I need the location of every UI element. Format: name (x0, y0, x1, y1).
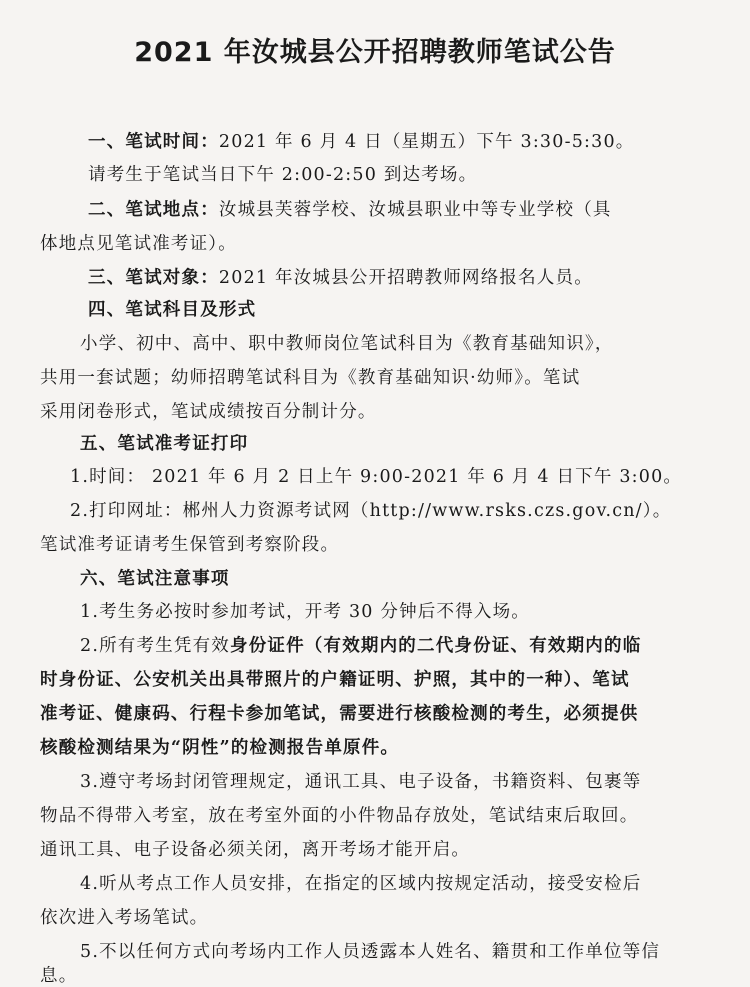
section-6-item-5: 息。 (40, 966, 78, 986)
section-2-continuation: 体地点见笔试准考证）。 (40, 234, 237, 254)
item-2-prefix: 2.所有考生凭有效 (80, 636, 230, 656)
section-5-line: 1.时间： 2021 年 6 月 2 日上午 9:00-2021 年 6 月 4 日下午 3:00。 (70, 467, 683, 487)
section-6-item-5: 5.不以任何方式向考场内工作人员透露本人姓名、籍贯和工作单位等信 (80, 942, 661, 962)
section-6-heading: 六、笔试注意事项 (80, 569, 230, 589)
section-1-label: 一、笔试时间： (88, 132, 219, 152)
section-6-item-1: 1.考生务必按时参加考试，开考 30 分钟后不得入场。 (80, 602, 530, 622)
item-2-bold: 准考证、健康码、行程卡参加笔试，需要进行核酸检测的考生，必须提供 (40, 704, 639, 724)
section-6-item-4: 依次进入考场笔试。 (40, 908, 209, 928)
section-1 (88, 128, 635, 153)
page-title: 2021 年汝城县公开招聘教师笔试公告 (134, 37, 616, 68)
section-5-line: 笔试准考证请考生保管到考察阶段。 (40, 535, 340, 555)
section-2-label: 二、笔试地点： (88, 200, 219, 220)
section-2-text: 汝城县芙蓉学校、汝城县职业中等专业学校（具 (218, 200, 612, 220)
section-3 (88, 264, 593, 289)
section-1-continuation: 请考生于笔试当日下午 2:00-2:50 到达考场。 (88, 165, 478, 185)
item-2-bold: 核酸检测结果为“阴性”的检测报告单原件。 (40, 738, 400, 758)
item-2-bold: 时身份证、公安机关出具带照片的户籍证明、护照，其中的一种）、笔试 (40, 670, 630, 690)
section-5-heading: 五、笔试准考证打印 (80, 434, 249, 454)
section-6-item-2 (80, 632, 641, 657)
section-6-item-3: 通讯工具、电子设备必须关闭，离开考场才能开启。 (40, 840, 471, 860)
section-3-label: 三、笔试对象： (88, 268, 219, 288)
item-2-bold: 身份证件（有效期内的二代身份证、有效期内的临 (230, 636, 642, 656)
section-4-line: 共用一套试题；幼师招聘笔试科目为《教育基础知识·幼师》。笔试 (40, 368, 581, 388)
section-4-heading: 四、笔试科目及形式 (88, 300, 257, 320)
section-1-text: 2021 年 6 月 4 日（星期五）下午 3:30-5:30。 (218, 132, 635, 152)
section-3-text: 2021 年汝城县公开招聘教师网络报名人员。 (218, 268, 593, 288)
section-4-line: 采用闭卷形式，笔试成绩按百分制计分。 (40, 402, 377, 422)
section-4-line: 小学、初中、高中、职中教师岗位笔试科目为《教育基础知识》， (80, 334, 614, 354)
section-6-item-3: 物品不得带入考室，放在考室外面的小件物品存放处，笔试结束后取回。 (40, 806, 639, 826)
section-6-item-4: 4.听从考点工作人员安排，在指定的区域内按规定活动，接受安检后 (80, 874, 642, 894)
section-6-item-3: 3.遵守考场封闭管理规定，通讯工具、电子设备，书籍资料、包裹等 (80, 772, 642, 792)
section-5-line: 2.打印网址：郴州人力资源考试网（http://www.rsks.czs.gov.cn/）。 (70, 501, 672, 521)
section-2 (88, 196, 612, 221)
